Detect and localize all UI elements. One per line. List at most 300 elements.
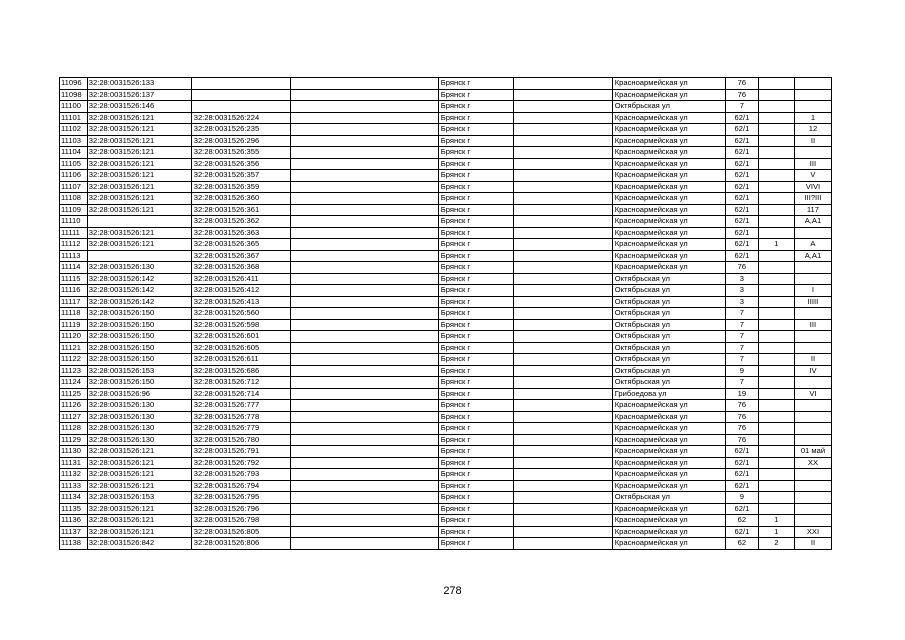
cell-cadastral-number: 32:28:0031526:359	[191, 181, 290, 193]
table-row	[60, 400, 832, 412]
cell-house-number: 62/1	[725, 135, 758, 147]
cell-blank-cell	[513, 308, 612, 320]
cell-blank-cell	[290, 308, 438, 320]
cell-blank-cell	[290, 216, 438, 228]
cell-parent-cadastral-number	[87, 216, 191, 228]
cell-house-number: 62/1	[725, 181, 758, 193]
cell-house-number: 7	[725, 308, 758, 320]
cell-cadastral-number: 32:28:0031526:361	[191, 204, 290, 216]
cell-building-number	[758, 285, 794, 297]
cell-row-number: 11123	[60, 365, 88, 377]
cell-parent-cadastral-number: 32:28:0031526:121	[87, 469, 191, 481]
cell-parent-cadastral-number: 32:28:0031526:142	[87, 273, 191, 285]
table-row	[60, 296, 832, 308]
cell-blank-cell	[290, 365, 438, 377]
cell-row-number: 11103	[60, 135, 88, 147]
cell-street: Красноармейская ул	[612, 503, 725, 515]
table-row	[60, 388, 832, 400]
cell-city: Брянск г	[438, 204, 513, 216]
cell-house-number: 62/1	[725, 469, 758, 481]
cell-blank-cell	[513, 135, 612, 147]
cell-house-number: 7	[725, 331, 758, 343]
table-body	[60, 78, 832, 550]
cell-blank-cell	[290, 204, 438, 216]
cell-parent-cadastral-number: 32:28:0031526:121	[87, 112, 191, 124]
cell-blank-cell	[513, 457, 612, 469]
cell-cadastral-number: 32:28:0031526:796	[191, 503, 290, 515]
table-row	[60, 124, 832, 136]
table-row	[60, 193, 832, 205]
cell-street: Красноармейская ул	[612, 239, 725, 251]
cell-blank-cell	[290, 135, 438, 147]
cell-cadastral-number: 32:28:0031526:355	[191, 147, 290, 159]
cell-street: Красноармейская ул	[612, 423, 725, 435]
cell-cadastral-number: 32:28:0031526:780	[191, 434, 290, 446]
cell-street: Октябрьская ул	[612, 101, 725, 113]
cell-city: Брянск г	[438, 400, 513, 412]
cell-cadastral-number: 32:28:0031526:296	[191, 135, 290, 147]
cell-row-number: 11135	[60, 503, 88, 515]
cell-premises-number	[794, 89, 831, 101]
cell-premises-number	[794, 492, 831, 504]
cell-building-number: 2	[758, 538, 794, 550]
cell-cadastral-number: 32:28:0031526:798	[191, 515, 290, 527]
cell-building-number	[758, 457, 794, 469]
cell-blank-cell	[513, 285, 612, 297]
table-row	[60, 469, 832, 481]
table-row	[60, 204, 832, 216]
cell-blank-cell	[290, 170, 438, 182]
table-row	[60, 515, 832, 527]
cell-blank-cell	[290, 227, 438, 239]
cell-street: Красноармейская ул	[612, 78, 725, 90]
cell-cadastral-number	[191, 101, 290, 113]
cell-blank-cell	[290, 239, 438, 251]
cell-blank-cell	[290, 273, 438, 285]
cell-house-number: 3	[725, 273, 758, 285]
cell-parent-cadastral-number: 32:28:0031526:121	[87, 158, 191, 170]
cell-building-number	[758, 181, 794, 193]
cell-city: Брянск г	[438, 216, 513, 228]
cell-house-number: 62	[725, 515, 758, 527]
page-number: 278	[443, 585, 462, 597]
cell-cadastral-number: 32:28:0031526:777	[191, 400, 290, 412]
cell-city: Брянск г	[438, 331, 513, 343]
cell-street: Красноармейская ул	[612, 400, 725, 412]
cell-parent-cadastral-number: 32:28:0031526:142	[87, 296, 191, 308]
cell-cadastral-number: 32:28:0031526:712	[191, 377, 290, 389]
table-row	[60, 285, 832, 297]
cell-building-number	[758, 469, 794, 481]
cell-building-number	[758, 78, 794, 90]
cell-parent-cadastral-number: 32:28:0031526:142	[87, 285, 191, 297]
table-row	[60, 135, 832, 147]
cell-premises-number	[794, 227, 831, 239]
cell-street: Октябрьская ул	[612, 273, 725, 285]
cell-blank-cell	[290, 388, 438, 400]
cell-building-number	[758, 170, 794, 182]
cell-row-number: 11102	[60, 124, 88, 136]
cell-city: Брянск г	[438, 193, 513, 205]
table-row	[60, 446, 832, 458]
cell-blank-cell	[513, 296, 612, 308]
cell-cadastral-number: 32:28:0031526:360	[191, 193, 290, 205]
cell-parent-cadastral-number: 32:28:0031526:121	[87, 503, 191, 515]
cell-city: Брянск г	[438, 377, 513, 389]
cell-city: Брянск г	[438, 135, 513, 147]
cell-cadastral-number: 32:28:0031526:363	[191, 227, 290, 239]
cell-row-number: 11119	[60, 319, 88, 331]
cell-row-number: 11098	[60, 89, 88, 101]
cell-street: Красноармейская ул	[612, 193, 725, 205]
cell-parent-cadastral-number: 32:28:0031526:842	[87, 538, 191, 550]
cell-parent-cadastral-number: 32:28:0031526:150	[87, 342, 191, 354]
table-row	[60, 480, 832, 492]
cell-parent-cadastral-number: 32:28:0031526:130	[87, 411, 191, 423]
table-row	[60, 273, 832, 285]
cell-street: Октябрьская ул	[612, 285, 725, 297]
cell-premises-number	[794, 78, 831, 90]
cell-blank-cell	[513, 377, 612, 389]
cell-blank-cell	[290, 101, 438, 113]
cell-city: Брянск г	[438, 354, 513, 366]
cell-premises-number: XX	[794, 457, 831, 469]
cell-street: Красноармейская ул	[612, 216, 725, 228]
cell-street: Красноармейская ул	[612, 538, 725, 550]
cell-city: Брянск г	[438, 469, 513, 481]
cell-house-number: 76	[725, 89, 758, 101]
cell-street: Красноармейская ул	[612, 89, 725, 101]
table-row	[60, 239, 832, 251]
cell-row-number: 11112	[60, 239, 88, 251]
cell-cadastral-number: 32:28:0031526:224	[191, 112, 290, 124]
cell-city: Брянск г	[438, 526, 513, 538]
cell-premises-number: 117	[794, 204, 831, 216]
cell-house-number: 62/1	[725, 526, 758, 538]
cell-parent-cadastral-number: 32:28:0031526:130	[87, 423, 191, 435]
cadastral-table	[59, 77, 832, 550]
cell-blank-cell	[290, 296, 438, 308]
cell-building-number	[758, 147, 794, 159]
cell-parent-cadastral-number: 32:28:0031526:121	[87, 526, 191, 538]
cell-blank-cell	[513, 388, 612, 400]
table-row	[60, 181, 832, 193]
table-row	[60, 331, 832, 343]
cell-row-number: 11137	[60, 526, 88, 538]
cell-blank-cell	[513, 354, 612, 366]
cell-building-number	[758, 400, 794, 412]
cell-blank-cell	[513, 216, 612, 228]
cell-blank-cell	[513, 204, 612, 216]
cell-cadastral-number: 32:28:0031526:805	[191, 526, 290, 538]
table-row	[60, 158, 832, 170]
cell-building-number	[758, 365, 794, 377]
cell-row-number: 11131	[60, 457, 88, 469]
cell-parent-cadastral-number: 32:28:0031526:150	[87, 354, 191, 366]
cell-street: Красноармейская ул	[612, 170, 725, 182]
cell-blank-cell	[513, 480, 612, 492]
cell-blank-cell	[290, 89, 438, 101]
cell-row-number: 11133	[60, 480, 88, 492]
cell-parent-cadastral-number: 32:28:0031526:121	[87, 239, 191, 251]
cell-blank-cell	[290, 538, 438, 550]
cell-blank-cell	[513, 250, 612, 262]
cell-city: Брянск г	[438, 308, 513, 320]
cell-city: Брянск г	[438, 170, 513, 182]
cell-parent-cadastral-number: 32:28:0031526:153	[87, 365, 191, 377]
cell-parent-cadastral-number: 32:28:0031526:150	[87, 377, 191, 389]
cell-blank-cell	[290, 181, 438, 193]
cell-row-number: 11129	[60, 434, 88, 446]
cell-cadastral-number: 32:28:0031526:605	[191, 342, 290, 354]
cell-row-number: 11128	[60, 423, 88, 435]
cell-premises-number: III?III	[794, 193, 831, 205]
cell-city: Брянск г	[438, 411, 513, 423]
cell-building-number: 1	[758, 515, 794, 527]
cell-house-number: 76	[725, 262, 758, 274]
cell-premises-number	[794, 377, 831, 389]
cell-house-number: 9	[725, 492, 758, 504]
cell-row-number: 11109	[60, 204, 88, 216]
cell-blank-cell	[513, 423, 612, 435]
cell-street: Красноармейская ул	[612, 124, 725, 136]
cell-row-number: 11124	[60, 377, 88, 389]
cell-row-number: 11132	[60, 469, 88, 481]
cell-building-number	[758, 227, 794, 239]
cell-street: Красноармейская ул	[612, 204, 725, 216]
table-row	[60, 262, 832, 274]
cell-house-number: 9	[725, 365, 758, 377]
cell-building-number	[758, 388, 794, 400]
table-row	[60, 147, 832, 159]
cell-street: Октябрьская ул	[612, 365, 725, 377]
cell-street: Октябрьская ул	[612, 319, 725, 331]
cell-parent-cadastral-number: 32:28:0031526:130	[87, 400, 191, 412]
table-row	[60, 526, 832, 538]
cell-parent-cadastral-number: 32:28:0031526:121	[87, 193, 191, 205]
cell-cadastral-number: 32:28:0031526:791	[191, 446, 290, 458]
cell-building-number: 1	[758, 239, 794, 251]
cell-street: Красноармейская ул	[612, 112, 725, 124]
cell-street: Октябрьская ул	[612, 331, 725, 343]
cell-premises-number: А,А1	[794, 216, 831, 228]
cell-house-number: 76	[725, 423, 758, 435]
table-row	[60, 78, 832, 90]
cell-building-number	[758, 331, 794, 343]
cell-cadastral-number	[191, 89, 290, 101]
cell-blank-cell	[513, 331, 612, 343]
cell-building-number	[758, 216, 794, 228]
table-row	[60, 411, 832, 423]
cell-premises-number	[794, 273, 831, 285]
cell-premises-number: 12	[794, 124, 831, 136]
cell-house-number: 62/1	[725, 112, 758, 124]
cell-building-number	[758, 158, 794, 170]
cell-blank-cell	[513, 446, 612, 458]
cell-cadastral-number: 32:28:0031526:357	[191, 170, 290, 182]
cell-cadastral-number: 32:28:0031526:601	[191, 331, 290, 343]
table-row	[60, 250, 832, 262]
cell-city: Брянск г	[438, 342, 513, 354]
table-row	[60, 434, 832, 446]
cell-blank-cell	[290, 124, 438, 136]
cell-cadastral-number: 32:28:0031526:795	[191, 492, 290, 504]
cell-row-number: 11105	[60, 158, 88, 170]
cell-house-number: 7	[725, 377, 758, 389]
cell-house-number: 7	[725, 101, 758, 113]
cell-house-number: 62	[725, 538, 758, 550]
cell-building-number	[758, 492, 794, 504]
cell-street: Октябрьская ул	[612, 377, 725, 389]
cell-premises-number	[794, 308, 831, 320]
cell-street: Красноармейская ул	[612, 135, 725, 147]
cell-city: Брянск г	[438, 365, 513, 377]
cell-parent-cadastral-number: 32:28:0031526:150	[87, 331, 191, 343]
cell-city: Брянск г	[438, 503, 513, 515]
cell-parent-cadastral-number: 32:28:0031526:130	[87, 434, 191, 446]
cell-premises-number: III	[794, 158, 831, 170]
table-row	[60, 492, 832, 504]
cell-parent-cadastral-number: 32:28:0031526:121	[87, 204, 191, 216]
cell-house-number: 62/1	[725, 216, 758, 228]
cell-parent-cadastral-number: 32:28:0031526:121	[87, 181, 191, 193]
cell-street: Октябрьская ул	[612, 354, 725, 366]
cell-street: Красноармейская ул	[612, 526, 725, 538]
cell-parent-cadastral-number: 32:28:0031526:150	[87, 308, 191, 320]
cell-row-number: 11107	[60, 181, 88, 193]
cell-house-number: 62/1	[725, 503, 758, 515]
cell-blank-cell	[290, 480, 438, 492]
cell-building-number	[758, 262, 794, 274]
cell-row-number: 11111	[60, 227, 88, 239]
cell-row-number: 11120	[60, 331, 88, 343]
cell-house-number: 62/1	[725, 204, 758, 216]
cell-blank-cell	[290, 411, 438, 423]
cell-blank-cell	[290, 377, 438, 389]
cell-row-number: 11114	[60, 262, 88, 274]
cell-street: Октябрьская ул	[612, 296, 725, 308]
cell-house-number: 62/1	[725, 480, 758, 492]
cell-premises-number: II	[794, 135, 831, 147]
cell-blank-cell	[290, 400, 438, 412]
cell-house-number: 76	[725, 78, 758, 90]
cell-blank-cell	[513, 273, 612, 285]
cell-parent-cadastral-number: 32:28:0031526:121	[87, 147, 191, 159]
cell-premises-number	[794, 515, 831, 527]
cell-building-number	[758, 411, 794, 423]
cell-row-number: 11104	[60, 147, 88, 159]
cell-city: Брянск г	[438, 285, 513, 297]
cell-premises-number	[794, 342, 831, 354]
cell-house-number: 62/1	[725, 124, 758, 136]
cell-premises-number: V	[794, 170, 831, 182]
cell-street: Октябрьская ул	[612, 492, 725, 504]
cell-row-number: 11136	[60, 515, 88, 527]
cell-row-number: 11101	[60, 112, 88, 124]
cell-city: Брянск г	[438, 124, 513, 136]
cell-blank-cell	[290, 78, 438, 90]
cell-street: Красноармейская ул	[612, 434, 725, 446]
table-row	[60, 457, 832, 469]
cell-city: Брянск г	[438, 227, 513, 239]
cell-street: Октябрьская ул	[612, 308, 725, 320]
cell-cadastral-number: 32:28:0031526:560	[191, 308, 290, 320]
cell-premises-number: 01 май	[794, 446, 831, 458]
cell-building-number	[758, 480, 794, 492]
cell-house-number: 76	[725, 400, 758, 412]
cell-cadastral-number: 32:28:0031526:411	[191, 273, 290, 285]
cell-street: Красноармейская ул	[612, 411, 725, 423]
cell-blank-cell	[513, 365, 612, 377]
cell-blank-cell	[513, 227, 612, 239]
cell-building-number	[758, 308, 794, 320]
cell-blank-cell	[290, 503, 438, 515]
cell-premises-number	[794, 262, 831, 274]
cell-parent-cadastral-number: 32:28:0031526:96	[87, 388, 191, 400]
cell-city: Брянск г	[438, 492, 513, 504]
cell-blank-cell	[290, 515, 438, 527]
cell-blank-cell	[290, 492, 438, 504]
cell-cadastral-number: 32:28:0031526:356	[191, 158, 290, 170]
cell-house-number: 3	[725, 285, 758, 297]
cell-premises-number: VI	[794, 388, 831, 400]
cell-cadastral-number: 32:28:0031526:793	[191, 469, 290, 481]
cell-city: Брянск г	[438, 446, 513, 458]
cell-parent-cadastral-number: 32:28:0031526:121	[87, 124, 191, 136]
cell-blank-cell	[290, 342, 438, 354]
cell-blank-cell	[513, 538, 612, 550]
cell-blank-cell	[290, 250, 438, 262]
cell-city: Брянск г	[438, 181, 513, 193]
cell-cadastral-number: 32:28:0031526:368	[191, 262, 290, 274]
cell-premises-number	[794, 480, 831, 492]
cell-blank-cell	[290, 193, 438, 205]
cell-blank-cell	[513, 411, 612, 423]
table-row	[60, 170, 832, 182]
cell-blank-cell	[513, 239, 612, 251]
cell-house-number: 62/1	[725, 193, 758, 205]
cell-parent-cadastral-number: 32:28:0031526:146	[87, 101, 191, 113]
cell-blank-cell	[513, 503, 612, 515]
cell-row-number: 11134	[60, 492, 88, 504]
cell-premises-number	[794, 423, 831, 435]
cell-building-number	[758, 250, 794, 262]
cell-parent-cadastral-number	[87, 250, 191, 262]
cell-street: Красноармейская ул	[612, 262, 725, 274]
cell-parent-cadastral-number: 32:28:0031526:121	[87, 457, 191, 469]
table-row	[60, 377, 832, 389]
cell-row-number: 11106	[60, 170, 88, 182]
cell-blank-cell	[513, 469, 612, 481]
cell-blank-cell	[290, 446, 438, 458]
cell-street: Красноармейская ул	[612, 457, 725, 469]
cell-street: Октябрьская ул	[612, 342, 725, 354]
cell-house-number: 62/1	[725, 446, 758, 458]
cell-building-number	[758, 319, 794, 331]
cell-house-number: 76	[725, 411, 758, 423]
cell-cadastral-number: 32:28:0031526:611	[191, 354, 290, 366]
cell-blank-cell	[290, 158, 438, 170]
cell-building-number	[758, 446, 794, 458]
cell-premises-number: III	[794, 319, 831, 331]
cell-premises-number: IV	[794, 365, 831, 377]
cell-cadastral-number: 32:28:0031526:412	[191, 285, 290, 297]
cell-cadastral-number: 32:28:0031526:235	[191, 124, 290, 136]
cell-house-number: 62/1	[725, 147, 758, 159]
cell-premises-number	[794, 101, 831, 113]
cell-building-number	[758, 124, 794, 136]
cell-building-number	[758, 434, 794, 446]
